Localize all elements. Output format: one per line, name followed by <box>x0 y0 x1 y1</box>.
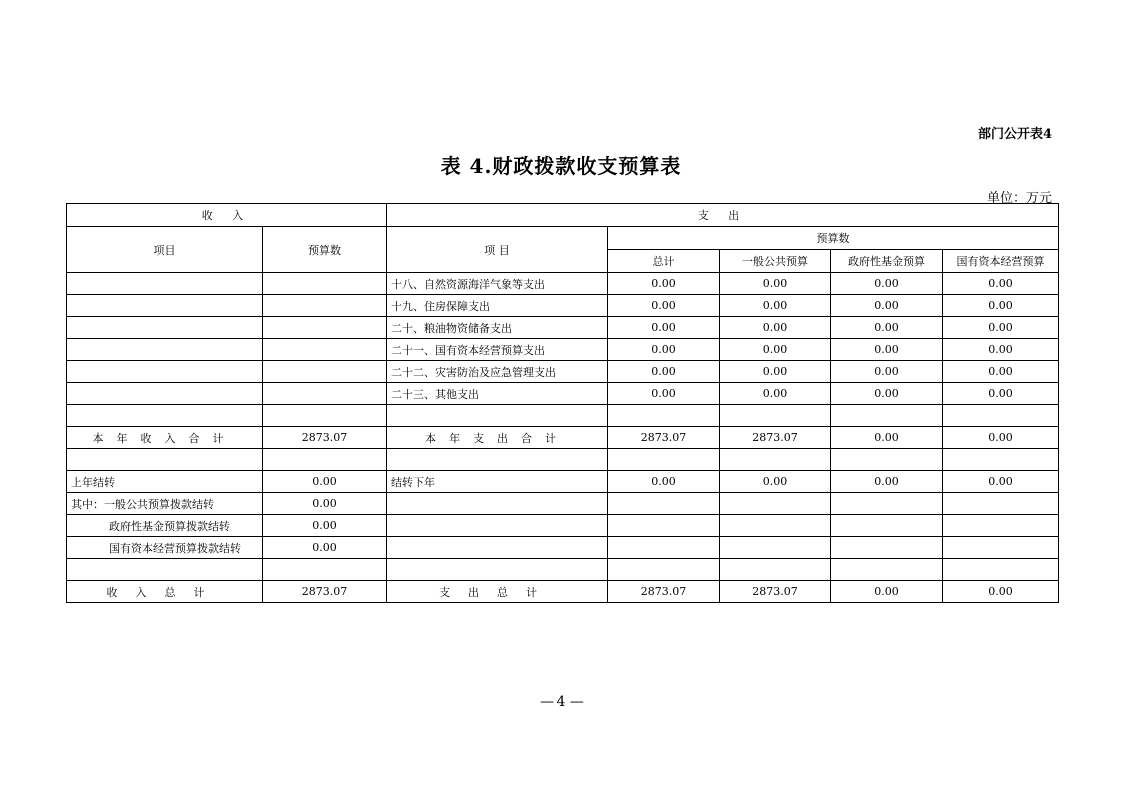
blank-row <box>67 449 1059 471</box>
table-row <box>67 317 1059 339</box>
income-item-cell <box>67 295 263 317</box>
capital-carryover-amount: 0.00 <box>263 537 387 559</box>
page-number: 4 <box>556 694 566 710</box>
next-total-amount: 0.00 <box>608 471 720 493</box>
total-cell: 0.00 <box>608 361 720 383</box>
state-capital-header: 国有资本经营预算 <box>943 250 1059 273</box>
header-row-2 <box>67 227 1059 250</box>
unit-label: 单位：万元 <box>986 191 1052 206</box>
income-item-cell <box>67 317 263 339</box>
fund-cell: 0.00 <box>831 339 943 361</box>
expense-item-cell: 二十、粮油物资储备支出 <box>387 317 608 339</box>
general-cell: 0.00 <box>720 295 831 317</box>
capital-cell: 0.00 <box>943 383 1059 405</box>
table-row <box>67 383 1059 405</box>
expense-item-cell: 十八、自然资源海洋气象等支出 <box>387 273 608 295</box>
fund-cell: 0.00 <box>831 273 943 295</box>
general-carryover-amount: 0.00 <box>263 493 387 515</box>
page-footer <box>0 694 1122 710</box>
prior-carryover-amount: 0.00 <box>263 471 387 493</box>
income-item-cell <box>67 383 263 405</box>
next-carryover-label: 结转下年 <box>387 471 608 493</box>
prior-carryover-label: 上年结转 <box>67 471 263 493</box>
dash-right: — <box>569 694 582 710</box>
page-title: 表 4.财政拨款收支预算表 <box>440 154 682 178</box>
income-header <box>67 204 387 227</box>
income-item-header: 项目 <box>67 227 263 273</box>
year-capital-amount: 0.00 <box>943 427 1059 449</box>
total-header: 总计 <box>608 250 720 273</box>
income-amount-cell <box>263 273 387 295</box>
general-cell: 0.00 <box>720 339 831 361</box>
capital-cell: 0.00 <box>943 361 1059 383</box>
next-capital-amount: 0.00 <box>943 471 1059 493</box>
gov-fund-header: 政府性基金预算 <box>831 250 943 273</box>
total-cell: 0.00 <box>608 273 720 295</box>
carryover-row <box>67 471 1059 493</box>
expense-item-cell: 二十三、其他支出 <box>387 383 608 405</box>
fund-cell: 0.00 <box>831 361 943 383</box>
fund-cell: 0.00 <box>831 317 943 339</box>
general-cell: 0.00 <box>720 317 831 339</box>
carryover-fund-row <box>67 515 1059 537</box>
expense-item-cell: 十九、住房保障支出 <box>387 295 608 317</box>
income-budget-header: 预算数 <box>263 227 387 273</box>
fund-cell: 0.00 <box>831 295 943 317</box>
income-amount-cell <box>263 317 387 339</box>
general-cell: 0.00 <box>720 383 831 405</box>
income-item-cell <box>67 273 263 295</box>
general-carryover-label: 其中：一般公共预算拨款结转 <box>67 493 263 515</box>
expense-header-text: 支 出 <box>697 209 748 222</box>
fund-carryover-label: 政府性基金预算拨款结转 <box>67 515 263 537</box>
grand-general-amount: 2873.07 <box>720 581 831 603</box>
capital-cell: 0.00 <box>943 339 1059 361</box>
header-row-1 <box>67 204 1059 227</box>
dash-left: — <box>540 694 553 710</box>
grand-fund-amount: 0.00 <box>831 581 943 603</box>
table-row <box>67 295 1059 317</box>
capital-carryover-label: 国有资本经营预算拨款结转 <box>67 537 263 559</box>
expense-item-cell: 二十二、灾害防治及应急管理支出 <box>387 361 608 383</box>
total-cell: 0.00 <box>608 317 720 339</box>
next-fund-amount: 0.00 <box>831 471 943 493</box>
next-general-amount: 0.00 <box>720 471 831 493</box>
carryover-capital-row <box>67 537 1059 559</box>
expense-item-header: 项 目 <box>387 227 608 273</box>
blank-row <box>67 559 1059 581</box>
year-expense-label: 本年支出合计 <box>387 427 608 449</box>
table-row <box>67 339 1059 361</box>
total-cell: 0.00 <box>608 383 720 405</box>
year-total-amount: 2873.07 <box>608 427 720 449</box>
capital-cell: 0.00 <box>943 273 1059 295</box>
income-amount-cell <box>263 295 387 317</box>
year-total-row <box>67 427 1059 449</box>
capital-cell: 0.00 <box>943 317 1059 339</box>
grand-total-amount: 2873.07 <box>608 581 720 603</box>
year-income-amount: 2873.07 <box>263 427 387 449</box>
grand-capital-amount: 0.00 <box>943 581 1059 603</box>
capital-cell: 0.00 <box>943 295 1059 317</box>
carryover-general-row <box>67 493 1059 515</box>
blank-row <box>67 405 1059 427</box>
expense-header <box>387 204 1059 227</box>
income-amount-cell <box>263 361 387 383</box>
table-row <box>67 361 1059 383</box>
expense-budget-header: 预算数 <box>608 227 1059 250</box>
general-public-header: 一般公共预算 <box>720 250 831 273</box>
general-cell: 0.00 <box>720 273 831 295</box>
table-tag: 部门公开表4 <box>977 127 1052 142</box>
grand-income-label: 收入总计 <box>67 581 263 603</box>
year-income-label: 本年收入合计 <box>67 427 263 449</box>
income-amount-cell <box>263 339 387 361</box>
grand-income-amount: 2873.07 <box>263 581 387 603</box>
general-cell: 0.00 <box>720 361 831 383</box>
fund-carryover-amount: 0.00 <box>263 515 387 537</box>
total-cell: 0.00 <box>608 339 720 361</box>
total-cell: 0.00 <box>608 295 720 317</box>
expense-item-cell: 二十一、国有资本经营预算支出 <box>387 339 608 361</box>
year-general-amount: 2873.07 <box>720 427 831 449</box>
income-item-cell <box>67 339 263 361</box>
grand-expense-label: 支出总计 <box>387 581 608 603</box>
year-fund-amount: 0.00 <box>831 427 943 449</box>
table-row <box>67 273 1059 295</box>
income-amount-cell <box>263 383 387 405</box>
budget-table <box>66 203 1059 603</box>
fund-cell: 0.00 <box>831 383 943 405</box>
income-header-text: 收 入 <box>201 209 252 222</box>
income-item-cell <box>67 361 263 383</box>
grand-total-row <box>67 581 1059 603</box>
